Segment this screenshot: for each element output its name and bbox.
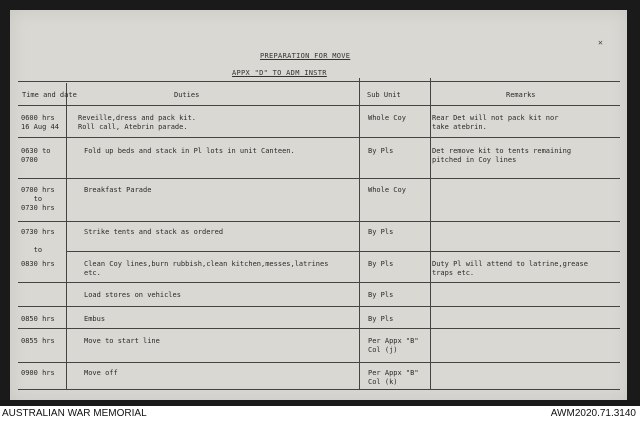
table-rule [18, 328, 620, 329]
table-rule [66, 251, 620, 252]
header-remarks: Remarks [506, 91, 536, 99]
row-duties: Move off [84, 369, 118, 377]
row-time: 0700 hrs to 0730 hrs [21, 186, 55, 212]
footer-institution: AUSTRALIAN WAR MEMORIAL [2, 408, 147, 419]
row-sub-unit: Per Appx "B" Col (j) [368, 337, 419, 354]
footer-accession-number: AWM2020.71.3140 [550, 408, 636, 419]
table-rule [18, 362, 620, 363]
row-sub-unit: By Pls [368, 315, 394, 323]
row-remarks: Rear Det will not pack kit nor take atebrin. [432, 114, 559, 131]
table-rule [18, 282, 620, 283]
row-sub-unit: Whole Coy [368, 114, 406, 122]
table-col-rule [430, 78, 431, 389]
corner-mark: ✕ [598, 38, 603, 47]
table-col-rule [66, 83, 67, 389]
row-remarks: Det remove kit to tents remaining pitched in Coy lines [432, 147, 572, 164]
row-time: 0630 to 0700 [21, 147, 51, 164]
row-duties: Breakfast Parade [84, 186, 152, 194]
row-sub-unit: By Pls [368, 228, 394, 236]
row-duties: Fold up beds and stack in Pl lots in unit Canteen. [84, 147, 295, 155]
row-time: 0855 hrs [21, 337, 55, 345]
row-remarks: Duty Pl will attend to latrine,grease traps etc. [432, 260, 588, 277]
row-time: 0830 hrs [21, 260, 55, 268]
row-duties: Load stores on vehicles [84, 291, 181, 299]
table-rule-header [18, 105, 620, 106]
row-sub-unit: Per Appx "B" Col (k) [368, 369, 419, 386]
row-time: 0730 hrs to [21, 228, 55, 254]
row-time: 0900 hrs [21, 369, 55, 377]
row-duties: Reveille,dress and pack kit. Roll call, Atebrin parade. [78, 114, 197, 131]
table-rule-bottom [18, 389, 620, 390]
header-time: Time and date [22, 91, 77, 99]
row-sub-unit: By Pls [368, 147, 394, 155]
row-duties: Clean Coy lines,burn rubbish,clean kitchen,messes,latrines etc. [84, 260, 329, 277]
row-duties: Strike tents and stack as ordered [84, 228, 224, 236]
row-duties: Embus [84, 315, 106, 323]
table-rule [18, 178, 620, 179]
row-time: 0600 hrs 16 Aug 44 [21, 114, 59, 131]
row-sub-unit: Whole Coy [368, 186, 406, 194]
header-sub-unit: Sub Unit [367, 91, 401, 99]
document-subtitle: APPX "D" TO ADM INSTR [232, 69, 327, 77]
table-rule-top [18, 81, 620, 82]
row-sub-unit: By Pls [368, 260, 394, 268]
row-sub-unit: By Pls [368, 291, 394, 299]
table-rule [18, 221, 620, 222]
header-duties: Duties [174, 91, 200, 99]
row-duties: Move to start line [84, 337, 160, 345]
table-rule [18, 306, 620, 307]
table-col-rule [359, 78, 360, 389]
table-rule [18, 137, 620, 138]
row-time: 0850 hrs [21, 315, 55, 323]
document-title: PREPARATION FOR MOVE [260, 52, 351, 60]
